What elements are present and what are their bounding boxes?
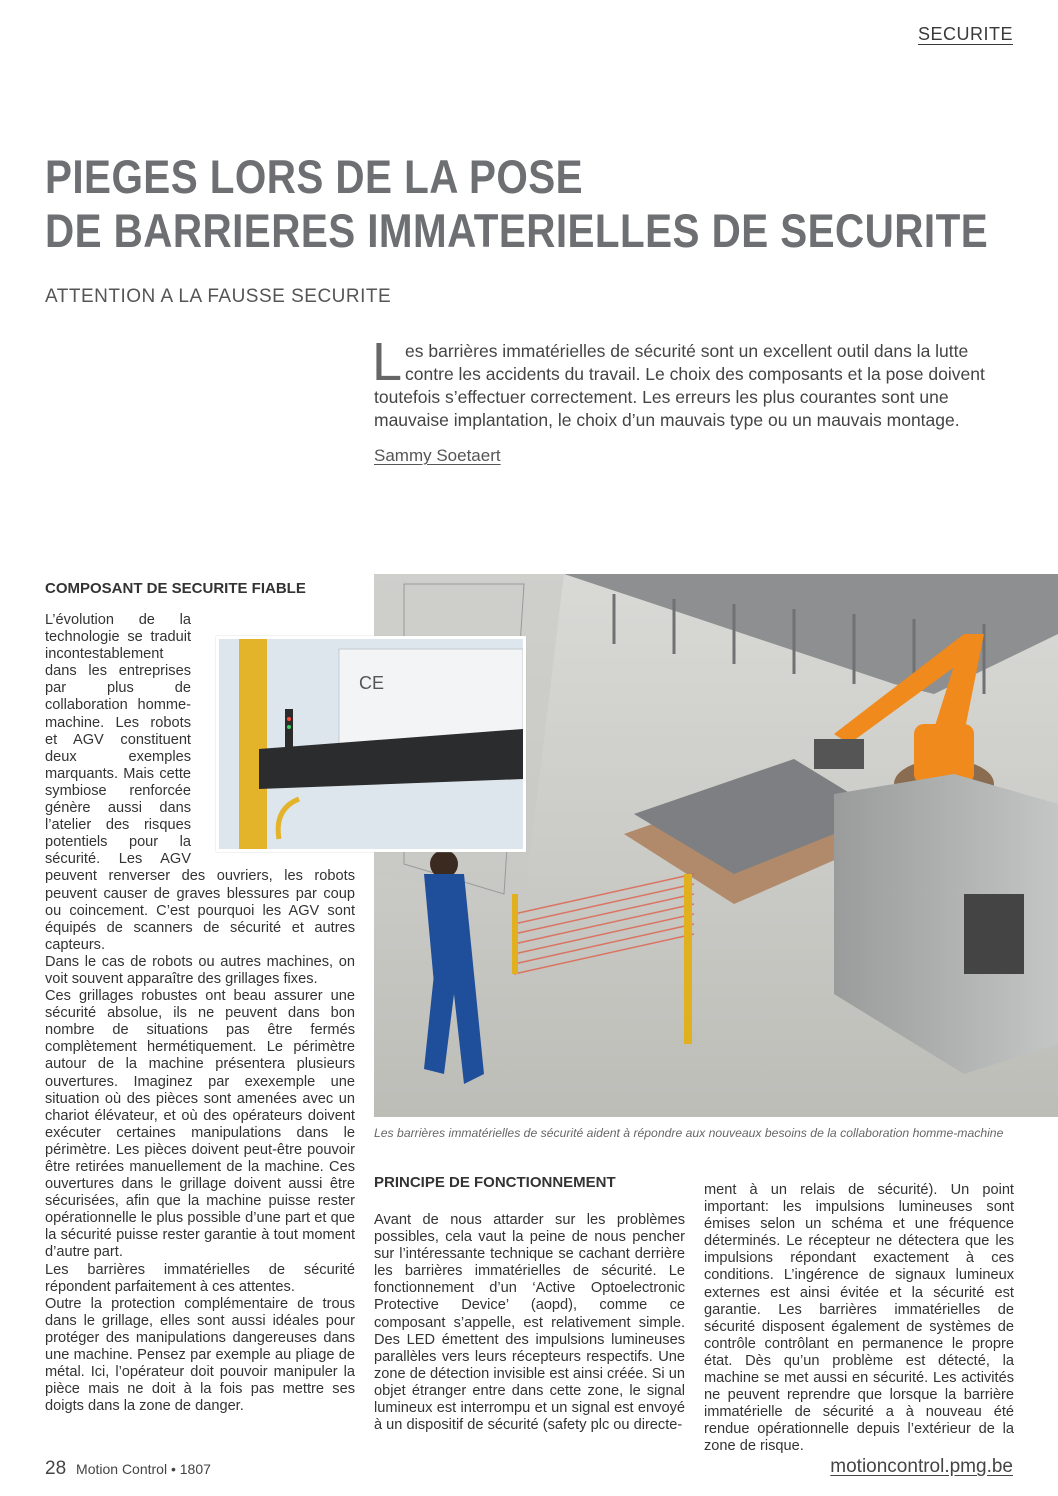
- paragraph: Avant de nous attarder sur les problèmes possibles, cela vaut la peine de nous pencher sur l’intéressante technique se cachant derrière les barrières immatérielles de sécurité. Le fonctionnement d’un ‘Active Optoelectronic Protective Device’ (aopd), comme ce composant s’appelle, est relativement simple. Des LED émettent des impulsions lumineuses parallèles vers leurs récepteurs respectifs. Une zone de détection invisible est ainsi créée. Si un objet étranger entre dans cette zone, le signal lumineux est interrompu et un signal est envoyé à un dispositif de sécurité (safety plc ou directe-: [374, 1212, 685, 1434]
- column-2-text: [374, 1212, 685, 1434]
- paragraph: L’évolution de la technologie se traduit incontestablement dans les entreprises par plus de collaboration homme-machine. Les robots et AGV constituent deux exemples marquants. Mais cette symbiose renforcée génère aussi dans l’atelier des risques potentiels pour la sécurité. Les AGV peuvent renverser des ouvriers, les robots peuvent causer de graves blessures par coup ou coincement. C’est pourquoi les AGV sont équipés de scanners de sécurité et autres capteurs.: [45, 612, 355, 953]
- paragraph: Les barrières immatérielles de sécurité répondent parfaitement à ces attentes.: [45, 1261, 355, 1295]
- paragraph: ment à un relais de sécurité). Un point important: les impulsions lumineuses sont émises selon un schéma et une fréquence déterminés. Le récepteur ne détectera que les impulsions répondant exactement à ces conditions. L’ingérence de signaux lumineux externes est ainsi évitée et la sécurité est garantie. Les barrières immatérielles de sécurité disposent également de systèmes de contrôle contrôlant en permanence le propre état. Dès qu’un problème est détecté, la machine se met aussi en sécurité. Les activités ne peuvent reprendre que lorsque la barrière immatérielle de sécurité a à nouveau été rendue opérationnelle depuis l’extérieur de la zone de risque.: [704, 1182, 1014, 1455]
- ce-mark: CE: [359, 673, 385, 693]
- inset-photo-light-curtain: [216, 636, 526, 852]
- column-3-text: [704, 1182, 1014, 1456]
- paragraph: Dans le cas de robots ou autres machines, on voit souvent apparaître des grillages fixes.: [45, 953, 355, 987]
- lead-paragraph: [372, 332, 1004, 432]
- article-title-line-1: PIEGES LORS DE LA POSE: [45, 150, 584, 203]
- section-tag: SECURITE: [917, 24, 1013, 44]
- article-title: [45, 150, 989, 258]
- footer-left: [45, 1458, 211, 1480]
- author-link[interactable]: Sammy Soetaert: [374, 446, 501, 465]
- drop-cap: L: [372, 332, 403, 392]
- section-heading-principe: PRINCIPE DE FONCTIONNEMENT: [374, 1174, 616, 1191]
- magazine-issue: Motion Control • 1807: [76, 1461, 211, 1477]
- paragraph: Outre la protection complémentaire de trous dans le grillage, elles sont aussi idéales pour protéger des manipulations dangereuses dans une machine. Pensez par exemple au pliage de métal. Ici, l’opérateur doit pouvoir manipuler la pièce mais ne doit à la fois pas mettre ses doigts dans la zone de danger.: [45, 1295, 355, 1415]
- footer-url-link[interactable]: motioncontrol.pmg.be: [830, 1456, 1013, 1477]
- lead-text: es barrières immatérielles de sécurité sont un excellent outil dans la lutte contre les accidents du travail. Le choix des composants et la pose doivent toutefois s’effectuer correctement. Les erreurs les plus courantes sont une mauvaise implantation, le choix d’un mauvais type ou un mauvais montage.: [374, 341, 985, 430]
- page-number: 28: [45, 1458, 67, 1479]
- paragraph: Ces grillages robustes ont beau assurer une sécurité absolue, ils ne peuvent dans bon nombre de situations pas être fermés complètement hermétiquement. Le périmètre autour de la machine présentera plusieurs ouvertures. Imaginez par exexemple une situation où des pièces sont amenées avec un chariot élévateur, et où des opérateurs doivent exécuter certaines manipulations dans le périmètre. Les pièces doivent peut-être pouvoir être retirées manuellement de la machine. Ces ouvertures dans le grillage doivent aussi être sécurisées, afin que la machine puisse rester opérationnelle le plus possible d’une part et que la sécurité puisse rester garantie à tout moment d’autre part.: [45, 988, 355, 1261]
- photo-caption: Les barrières immatérielles de sécurité aident à répondre aux nouveaux besoins de la collaboration homme-machine: [374, 1126, 1004, 1140]
- article-title-line-2: DE BARRIERES IMMATERIELLES DE SECURITE: [45, 204, 989, 257]
- article-subtitle: ATTENTION A LA FAUSSE SECURITE: [45, 286, 392, 307]
- light-curtain-closeup-illustration: [219, 639, 523, 849]
- section-heading-composant: COMPOSANT DE SECURITE FIABLE: [45, 580, 306, 597]
